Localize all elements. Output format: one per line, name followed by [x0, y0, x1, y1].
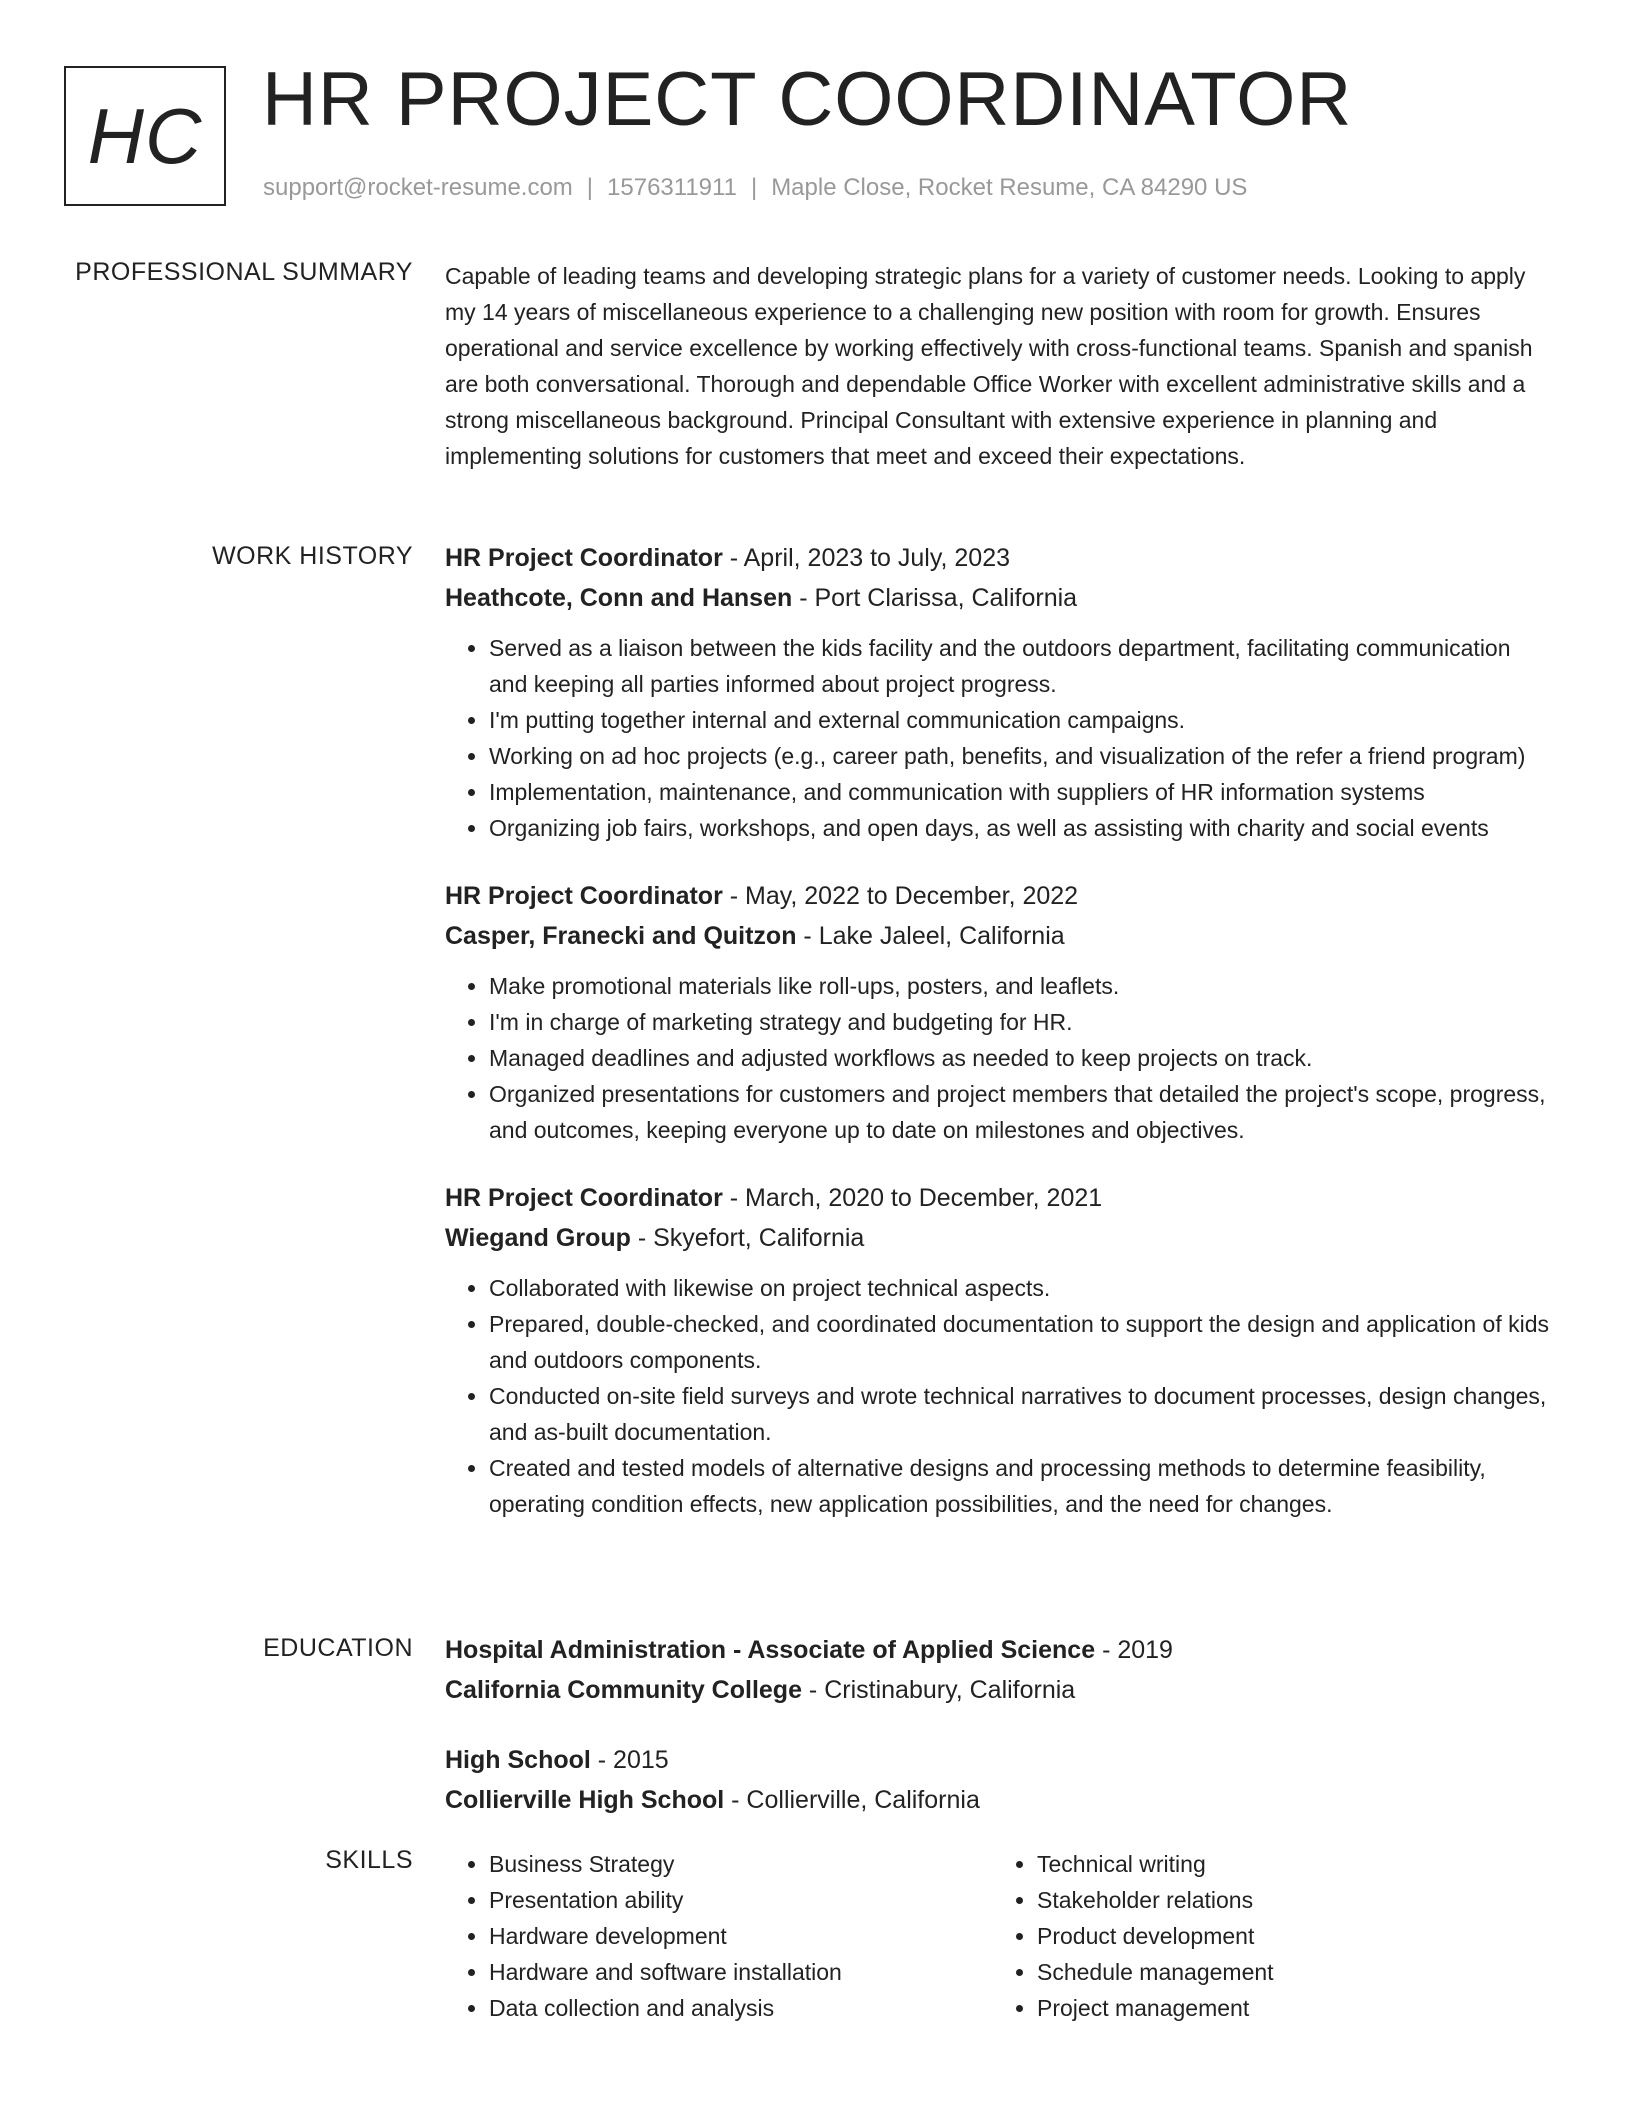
skill-item: • Schedule management — [1037, 1954, 1541, 1990]
contact-separator: | — [750, 174, 758, 201]
skills-body — [445, 1846, 1550, 2026]
job-title-line — [445, 1178, 1550, 1218]
job-bullet: • Served as a liaison between the kids facility and the outdoors department, facilitating communication and keeping all parties informed about project progress. — [489, 630, 1550, 702]
education-school-line — [445, 1670, 1550, 1710]
education-degree: High School — [445, 1746, 591, 1774]
job-bullet: • I'm in charge of marketing strategy and budgeting for HR. — [489, 1004, 1550, 1040]
skills-list-right — [993, 1846, 1541, 2026]
contact-email[interactable]: support@rocket-resume.com — [263, 174, 573, 201]
job-bullet: • Collaborated with likewise on project technical aspects. — [489, 1270, 1550, 1306]
job-dates: - April, 2023 to July, 2023 — [722, 544, 1011, 572]
education-heading: EDUCATION — [263, 1634, 413, 1662]
education-year: - 2019 — [1095, 1636, 1173, 1664]
contact-line — [263, 174, 1247, 202]
job-bullet: • Created and tested models of alternative designs and processing methods to determine feasibility, operating condition effects, new application possibilities, and the need for changes. — [489, 1450, 1550, 1522]
contact-separator: | — [586, 174, 594, 201]
job-title-line — [445, 538, 1550, 578]
education-degree-line — [445, 1740, 1550, 1780]
education-year: - 2015 — [590, 1746, 669, 1774]
education-degree: Hospital Administration - Associate of Applied Science — [445, 1636, 1096, 1664]
skill-item: • Project management — [1037, 1990, 1541, 2026]
job-bullet: • I'm putting together internal and external communication campaigns. — [489, 702, 1550, 738]
job-location: - Lake Jaleel, California — [796, 922, 1065, 950]
education-body — [445, 1630, 1550, 1850]
job-location: - Port Clarissa, California — [792, 584, 1078, 612]
skill-item: • Hardware development — [489, 1918, 993, 1954]
skills-heading: SKILLS — [325, 1846, 413, 1874]
work-history-body — [445, 538, 1550, 1552]
job-bullet: • Organizing job fairs, workshops, and open days, as well as assisting with charity and social events — [489, 810, 1550, 846]
job-bullets — [445, 1270, 1550, 1522]
job-bullet: • Working on ad hoc projects (e.g., career path, benefits, and visualization of the refer a friend program) — [489, 738, 1550, 774]
job-entry — [445, 538, 1550, 846]
work-history-heading: WORK HISTORY — [212, 542, 413, 570]
job-title: HR Project Coordinator — [445, 882, 723, 910]
education-school: California Community College — [445, 1676, 802, 1704]
job-entry — [445, 876, 1550, 1148]
skill-item: • Hardware and software installation — [489, 1954, 993, 1990]
contact-phone[interactable]: 1576311911 — [607, 174, 737, 201]
job-bullet: • Make promotional materials like roll-ups, posters, and leaflets. — [489, 968, 1550, 1004]
skill-item: • Data collection and analysis — [489, 1990, 993, 2026]
skill-item: • Product development — [1037, 1918, 1541, 1954]
job-location: - Skyefort, California — [630, 1224, 865, 1252]
job-company: Casper, Franecki and Quitzon — [445, 922, 797, 950]
job-company: Wiegand Group — [445, 1224, 631, 1252]
job-title: HR Project Coordinator — [445, 544, 723, 572]
job-dates: - May, 2022 to December, 2022 — [722, 882, 1079, 910]
skills-list-left — [445, 1846, 993, 2026]
job-bullet: • Implementation, maintenance, and communication with suppliers of HR information systems — [489, 774, 1550, 810]
job-title: HR Project Coordinator — [445, 1184, 723, 1212]
job-company-line — [445, 578, 1550, 618]
skill-item: • Technical writing — [1037, 1846, 1541, 1882]
job-company-line — [445, 916, 1550, 956]
job-bullet: • Prepared, double-checked, and coordinated documentation to support the design and application of kids and outdoors components. — [489, 1306, 1550, 1378]
education-location: - Cristinabury, California — [801, 1676, 1076, 1704]
job-title-line — [445, 876, 1550, 916]
summary-heading: PROFESSIONAL SUMMARY — [75, 258, 413, 286]
job-dates: - March, 2020 to December, 2021 — [722, 1184, 1103, 1212]
skill-item: • Presentation ability — [489, 1882, 993, 1918]
education-location: - Collierville, California — [724, 1786, 980, 1814]
summary-body — [445, 258, 1550, 474]
education-school-line — [445, 1780, 1550, 1820]
job-company: Heathcote, Conn and Hansen — [445, 584, 793, 612]
job-bullet: • Organized presentations for customers and project members that detailed the project's scope, progress, and outcomes, keeping everyone up to date on milestones and objectives. — [489, 1076, 1550, 1148]
monogram-logo: HC — [64, 66, 226, 206]
job-bullet: • Managed deadlines and adjusted workflows as needed to keep projects on track. — [489, 1040, 1550, 1076]
job-bullet: • Conducted on-site field surveys and wrote technical narratives to document processes, design changes, and as-built documentation. — [489, 1378, 1550, 1450]
job-bullets — [445, 630, 1550, 846]
skill-item: • Business Strategy — [489, 1846, 993, 1882]
education-entry — [445, 1630, 1550, 1710]
job-entry — [445, 1178, 1550, 1522]
education-school: Collierville High School — [445, 1786, 725, 1814]
contact-address: Maple Close, Rocket Resume, CA 84290 US — [771, 174, 1248, 201]
education-degree-line — [445, 1630, 1550, 1670]
job-bullets — [445, 968, 1550, 1148]
summary-text: Capable of leading teams and developing strategic plans for a variety of customer needs. Looking to apply my 14 years of miscellaneous experience to a challenging new position with room for growth. Ensures operational and service excellence by working effectively with cross-functional teams. Spanish and spanish are both conversational. Thorough and dependable Office Worker with excellent administrative skills and a strong miscellaneous background. Principal Consultant with extensive experience in planning and implementing solutions for customers that meet and exceed their expectations. — [445, 263, 1533, 469]
page-title: HR PROJECT COORDINATOR — [262, 57, 1353, 142]
education-entry — [445, 1740, 1550, 1820]
job-company-line — [445, 1218, 1550, 1258]
skills-grid — [445, 1846, 1550, 2026]
skill-item: • Stakeholder relations — [1037, 1882, 1541, 1918]
